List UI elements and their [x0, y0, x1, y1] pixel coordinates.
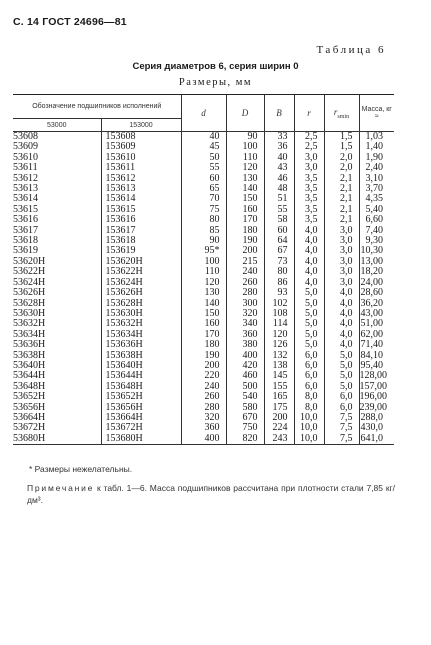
table-row — [13, 413, 394, 423]
d-cell: 75 — [181, 205, 226, 215]
big-d-cell: 100 — [226, 142, 264, 152]
exec2-cell: 153640Н — [101, 361, 181, 371]
table-row — [13, 257, 394, 267]
r-cell: 6,0 — [294, 382, 324, 392]
big-d-cell: 400 — [226, 351, 264, 361]
rsmin-cell: 1,5 — [324, 132, 359, 143]
d-cell: 140 — [181, 299, 226, 309]
exec2-cell: 153619 — [101, 246, 181, 256]
rsmin-cell: 3,0 — [324, 278, 359, 288]
r-cell: 3,5 — [294, 215, 324, 225]
exec1-cell: 53613 — [13, 183, 38, 195]
page-header: С. 14 ГОСТ 24696—81 — [13, 16, 127, 28]
b-cell: 120 — [264, 330, 294, 340]
big-d-cell: 150 — [226, 194, 264, 204]
exec1-cell: 53614 — [13, 193, 38, 205]
exec2-cell: 153634Н — [101, 330, 181, 340]
table-row — [13, 403, 394, 413]
rsmin-cell: 3,0 — [324, 267, 359, 277]
rsmin-cell: 3,0 — [324, 246, 359, 256]
exec1-cell: 53608 — [13, 131, 38, 142]
table-row — [13, 174, 394, 184]
exec1-cell: 53664Н — [13, 411, 46, 423]
b-cell: 58 — [264, 215, 294, 225]
mass-cell: 4,35 — [359, 194, 394, 204]
big-d-cell: 360 — [226, 330, 264, 340]
exec2-header: 153000 — [101, 119, 181, 132]
r-cell: 4,0 — [294, 246, 324, 256]
exec2-cell: 153613 — [101, 184, 181, 194]
table-row — [13, 434, 394, 445]
exec2-cell: 153648Н — [101, 382, 181, 392]
r-cell: 3,0 — [294, 163, 324, 173]
note-text: к табл. 1—6. Масса подшипников рассчитана при плотности стали 7,85 кг/дм³. — [27, 483, 395, 505]
rsmin-cell: 5,0 — [324, 361, 359, 371]
b-cell: 126 — [264, 340, 294, 350]
d-cell: 110 — [181, 267, 226, 277]
rsmin-cell: 5,0 — [324, 351, 359, 361]
exec2-cell: 153618 — [101, 236, 181, 246]
exec1-cell: 53628Н — [13, 297, 46, 309]
exec2-cell: 153620Н — [101, 257, 181, 267]
mass-cell: 1,90 — [359, 153, 394, 163]
d-cell: 120 — [181, 278, 226, 288]
mass-cell: 641,0 — [359, 434, 394, 445]
rsmin-cell: 2,1 — [324, 215, 359, 225]
exec1-cell: 53612 — [13, 172, 38, 184]
r-cell: 5,0 — [294, 309, 324, 319]
exec1-cell: 53680Н — [13, 434, 101, 445]
rsmin-cell: 2,1 — [324, 205, 359, 215]
exec1-cell: 53652Н — [13, 391, 46, 403]
big-d-cell: 340 — [226, 319, 264, 329]
b-cell: 36 — [264, 142, 294, 152]
big-d-cell: 320 — [226, 309, 264, 319]
exec2-cell: 153611 — [101, 163, 181, 173]
b-cell: 55 — [264, 205, 294, 215]
b-cell: 86 — [264, 278, 294, 288]
d-cell: 240 — [181, 382, 226, 392]
rsmin-cell: 7,5 — [324, 413, 359, 423]
r-cell: 4,0 — [294, 257, 324, 267]
big-d-cell: 180 — [226, 226, 264, 236]
r-cell: 3,5 — [294, 174, 324, 184]
table-row — [13, 319, 394, 329]
table-row — [13, 330, 394, 340]
r-cell: 3,5 — [294, 205, 324, 215]
mass-cell: 3,10 — [359, 174, 394, 184]
big-d-cell: 260 — [226, 278, 264, 288]
exec1-cell: 53644Н — [13, 370, 46, 382]
exec1-cell: 53622Н — [13, 266, 46, 278]
table-row — [13, 371, 394, 381]
rsmin-cell: 2,0 — [324, 153, 359, 163]
table-row — [13, 205, 394, 215]
r-cell: 4,0 — [294, 267, 324, 277]
exec2-cell: 153610 — [101, 153, 181, 163]
exec1-cell: 53618 — [13, 235, 38, 247]
exec1-cell: 53611 — [13, 162, 38, 174]
d-cell: 220 — [181, 371, 226, 381]
d-cell: 45 — [181, 142, 226, 152]
rsmin-cell: 5,0 — [324, 382, 359, 392]
exec2-cell: 153630Н — [101, 309, 181, 319]
b-cell: 93 — [264, 288, 294, 298]
d-cell: 280 — [181, 403, 226, 413]
exec1-cell: 53626Н — [13, 287, 46, 299]
exec1-cell: 53656Н — [13, 401, 46, 413]
mass-cell: 24,00 — [359, 278, 394, 288]
b-cell: 40 — [264, 153, 294, 163]
big-d-cell: 240 — [226, 267, 264, 277]
d-cell: 200 — [181, 361, 226, 371]
mass-cell: 239,00 — [359, 403, 394, 413]
big-d-header: D — [226, 95, 264, 132]
big-d-cell: 170 — [226, 215, 264, 225]
big-d-cell: 200 — [226, 246, 264, 256]
rsmin-cell: 6,0 — [324, 392, 359, 402]
mass-cell: 157,00 — [359, 382, 394, 392]
mass-cell: 1,03 — [359, 132, 394, 143]
exec1-cell: 53630Н — [13, 307, 46, 319]
d-cell: 65 — [181, 184, 226, 194]
b-cell: 132 — [264, 351, 294, 361]
rsmin-cell: 3,0 — [324, 226, 359, 236]
big-d-cell: 160 — [226, 205, 264, 215]
exec1-cell: 53648Н — [13, 380, 46, 392]
exec2-cell: 153626Н — [101, 288, 181, 298]
d-cell: 90 — [181, 236, 226, 246]
big-d-cell: 750 — [226, 423, 264, 433]
b-cell: 43 — [264, 163, 294, 173]
mass-cell: 1,40 — [359, 142, 394, 152]
exec1-cell: 53616 — [13, 214, 38, 226]
exec1-cell: 53617 — [13, 224, 38, 236]
note — [27, 482, 395, 506]
table-row — [13, 288, 394, 298]
big-d-cell: 140 — [226, 184, 264, 194]
table-row — [13, 184, 394, 194]
r-cell: 2,5 — [294, 132, 324, 143]
mass-cell: 18,20 — [359, 267, 394, 277]
d-cell: 160 — [181, 319, 226, 329]
d-cell: 180 — [181, 340, 226, 350]
b-cell: 102 — [264, 299, 294, 309]
d-cell: 190 — [181, 351, 226, 361]
b-cell: 243 — [264, 434, 294, 445]
r-cell: 4,0 — [294, 226, 324, 236]
d-header: d — [181, 95, 226, 132]
table-row — [13, 142, 394, 152]
mass-cell: 71,40 — [359, 340, 394, 350]
exec2-cell: 153636Н — [101, 340, 181, 350]
d-cell: 320 — [181, 413, 226, 423]
rsmin-cell: 4,0 — [324, 288, 359, 298]
big-d-cell: 460 — [226, 371, 264, 381]
mass-cell: 43,00 — [359, 309, 394, 319]
r-cell: 10,0 — [294, 413, 324, 423]
b-cell: 155 — [264, 382, 294, 392]
d-cell: 360 — [181, 423, 226, 433]
r-cell: 3,5 — [294, 184, 324, 194]
designation-header: Обозначение подшипников исполнений — [13, 95, 181, 119]
rsmin-cell: 7,5 — [324, 423, 359, 433]
d-cell: 95* — [181, 246, 226, 256]
mass-cell: 7,40 — [359, 226, 394, 236]
table-row — [13, 246, 394, 256]
r-cell: 8,0 — [294, 392, 324, 402]
exec1-cell: 53619 — [13, 245, 38, 257]
big-d-cell: 820 — [226, 434, 264, 445]
table-row — [13, 392, 394, 402]
exec1-cell: 53672Н — [13, 422, 46, 434]
exec1-cell: 53610 — [13, 151, 38, 163]
big-d-cell: 500 — [226, 382, 264, 392]
rsmin-cell: 3,0 — [324, 257, 359, 267]
b-cell: 67 — [264, 246, 294, 256]
exec2-cell: 153622Н — [101, 267, 181, 277]
d-cell: 55 — [181, 163, 226, 173]
mass-cell: 3,70 — [359, 184, 394, 194]
exec2-cell: 153680Н — [101, 434, 181, 445]
r-cell: 5,0 — [294, 299, 324, 309]
mass-cell: 6,60 — [359, 215, 394, 225]
table-row — [13, 351, 394, 361]
b-cell: 51 — [264, 194, 294, 204]
exec2-cell: 153624Н — [101, 278, 181, 288]
table-row — [13, 361, 394, 371]
table-row — [13, 163, 394, 173]
r-cell: 4,0 — [294, 236, 324, 246]
d-cell: 260 — [181, 392, 226, 402]
b-cell: 46 — [264, 174, 294, 184]
big-d-cell: 300 — [226, 299, 264, 309]
d-cell: 100 — [181, 257, 226, 267]
exec2-cell: 153664Н — [101, 413, 181, 423]
table-body — [13, 132, 394, 445]
rsmin-cell: 2,0 — [324, 163, 359, 173]
rsmin-cell: 2,1 — [324, 184, 359, 194]
exec1-cell: 53640Н — [13, 359, 46, 371]
dimensions-title: Размеры, мм — [178, 77, 253, 88]
exec1-cell: 53638Н — [13, 349, 46, 361]
mass-cell: 95,40 — [359, 361, 394, 371]
r-cell: 6,0 — [294, 361, 324, 371]
mass-cell: 13,00 — [359, 257, 394, 267]
big-d-cell: 380 — [226, 340, 264, 350]
b-cell: 224 — [264, 423, 294, 433]
table-row — [13, 215, 394, 225]
rsmin-cell: 4,0 — [324, 299, 359, 309]
table-row — [13, 278, 394, 288]
mass-cell: 28,60 — [359, 288, 394, 298]
big-d-cell: 540 — [226, 392, 264, 402]
table-label: Таблица 6 — [316, 44, 386, 56]
rsmin-cell: 2,1 — [324, 174, 359, 184]
bearing-table — [13, 94, 394, 445]
exec2-cell: 153632Н — [101, 319, 181, 329]
table-row — [13, 194, 394, 204]
rsmin-cell: 2,1 — [324, 194, 359, 204]
rsmin-header: $r_{smin}$ — [324, 95, 359, 132]
exec2-cell: 153615 — [101, 205, 181, 215]
big-d-cell: 215 — [226, 257, 264, 267]
mass-cell: 2,40 — [359, 163, 394, 173]
d-cell: 150 — [181, 309, 226, 319]
b-cell: 145 — [264, 371, 294, 381]
table-row — [13, 236, 394, 246]
exec2-cell: 153652Н — [101, 392, 181, 402]
rsmin-cell: 7,5 — [324, 434, 359, 445]
mass-cell: 51,00 — [359, 319, 394, 329]
big-d-cell: 90 — [226, 132, 264, 143]
mass-cell: 62,00 — [359, 330, 394, 340]
b-cell: 73 — [264, 257, 294, 267]
rsmin-cell: 4,0 — [324, 340, 359, 350]
mass-cell: 36,20 — [359, 299, 394, 309]
big-d-cell: 130 — [226, 174, 264, 184]
b-cell: 138 — [264, 361, 294, 371]
r-cell: 3,5 — [294, 194, 324, 204]
exec1-cell: 53624Н — [13, 276, 46, 288]
d-cell: 60 — [181, 174, 226, 184]
exec2-cell: 153656Н — [101, 403, 181, 413]
note-label: Примечание — [27, 483, 95, 493]
table-row — [13, 226, 394, 236]
b-cell: 114 — [264, 319, 294, 329]
d-cell: 70 — [181, 194, 226, 204]
d-cell: 50 — [181, 153, 226, 163]
table-row — [13, 153, 394, 163]
d-cell: 130 — [181, 288, 226, 298]
r-cell: 4,0 — [294, 278, 324, 288]
mass-cell: 5,40 — [359, 205, 394, 215]
table-row — [13, 423, 394, 433]
r-cell: 5,0 — [294, 288, 324, 298]
r-cell: 10,0 — [294, 434, 324, 445]
b-cell: 60 — [264, 226, 294, 236]
exec2-cell: 153609 — [101, 142, 181, 152]
r-cell: 8,0 — [294, 403, 324, 413]
big-d-cell: 580 — [226, 403, 264, 413]
exec1-cell: 53636Н — [13, 339, 46, 351]
b-header: B — [264, 95, 294, 132]
r-cell: 5,0 — [294, 340, 324, 350]
table-row — [13, 132, 394, 143]
exec2-cell: 153612 — [101, 174, 181, 184]
exec2-cell: 153617 — [101, 226, 181, 236]
exec2-cell: 153628Н — [101, 299, 181, 309]
table-row — [13, 267, 394, 277]
r-cell: 6,0 — [294, 351, 324, 361]
d-cell: 170 — [181, 330, 226, 340]
exec2-cell: 153644Н — [101, 371, 181, 381]
b-cell: 200 — [264, 413, 294, 423]
footnote: * Размеры нежелательны. — [29, 464, 133, 474]
r-cell: 5,0 — [294, 319, 324, 329]
big-d-cell: 420 — [226, 361, 264, 371]
b-cell: 48 — [264, 184, 294, 194]
d-cell: 400 — [181, 434, 226, 445]
r-cell: 6,0 — [294, 371, 324, 381]
r-cell: 10,0 — [294, 423, 324, 433]
exec1-cell: 53609 — [13, 141, 38, 153]
mass-cell: 288,0 — [359, 413, 394, 423]
rsmin-cell: 3,0 — [324, 236, 359, 246]
mass-cell: 128,00 — [359, 371, 394, 381]
r-cell: 3,0 — [294, 153, 324, 163]
mass-cell: 10,30 — [359, 246, 394, 256]
mass-cell: 9,30 — [359, 236, 394, 246]
exec2-cell: 153608 — [101, 132, 181, 143]
series-title: Серия диаметров 6, серия ширин 0 — [132, 61, 299, 72]
b-cell: 80 — [264, 267, 294, 277]
table-row — [13, 309, 394, 319]
b-cell: 64 — [264, 236, 294, 246]
big-d-cell: 190 — [226, 236, 264, 246]
b-cell: 33 — [264, 132, 294, 143]
d-cell: 85 — [181, 226, 226, 236]
exec1-cell: 53620Н — [13, 255, 46, 267]
table-row — [13, 299, 394, 309]
b-cell: 165 — [264, 392, 294, 402]
table-row — [13, 340, 394, 350]
exec1-cell: 53615 — [13, 203, 38, 215]
b-cell: 175 — [264, 403, 294, 413]
big-d-cell: 670 — [226, 413, 264, 423]
exec1-header: 53000 — [13, 119, 101, 132]
mass-cell: 196,00 — [359, 392, 394, 402]
rsmin-cell: 6,0 — [324, 403, 359, 413]
rsmin-cell: 4,0 — [324, 309, 359, 319]
r-cell: 2,5 — [294, 142, 324, 152]
rsmin-cell: 4,0 — [324, 319, 359, 329]
mass-cell: 430,0 — [359, 423, 394, 433]
r-header: r — [294, 95, 324, 132]
exec2-cell: 153614 — [101, 194, 181, 204]
d-cell: 40 — [181, 132, 226, 143]
big-d-cell: 120 — [226, 163, 264, 173]
exec2-cell: 153638Н — [101, 351, 181, 361]
rsmin-cell: 5,0 — [324, 371, 359, 381]
mass-cell: 84,10 — [359, 351, 394, 361]
exec2-cell: 153672Н — [101, 423, 181, 433]
r-cell: 5,0 — [294, 330, 324, 340]
exec1-cell: 53634Н — [13, 328, 46, 340]
table-row — [13, 382, 394, 392]
mass-header: Масса, кг ≈ — [359, 95, 394, 132]
rsmin-cell: 1,5 — [324, 142, 359, 152]
rsmin-cell: 4,0 — [324, 330, 359, 340]
big-d-cell: 110 — [226, 153, 264, 163]
exec1-cell: 53632Н — [13, 318, 46, 330]
b-cell: 108 — [264, 309, 294, 319]
exec2-cell: 153616 — [101, 215, 181, 225]
big-d-cell: 280 — [226, 288, 264, 298]
d-cell: 80 — [181, 215, 226, 225]
